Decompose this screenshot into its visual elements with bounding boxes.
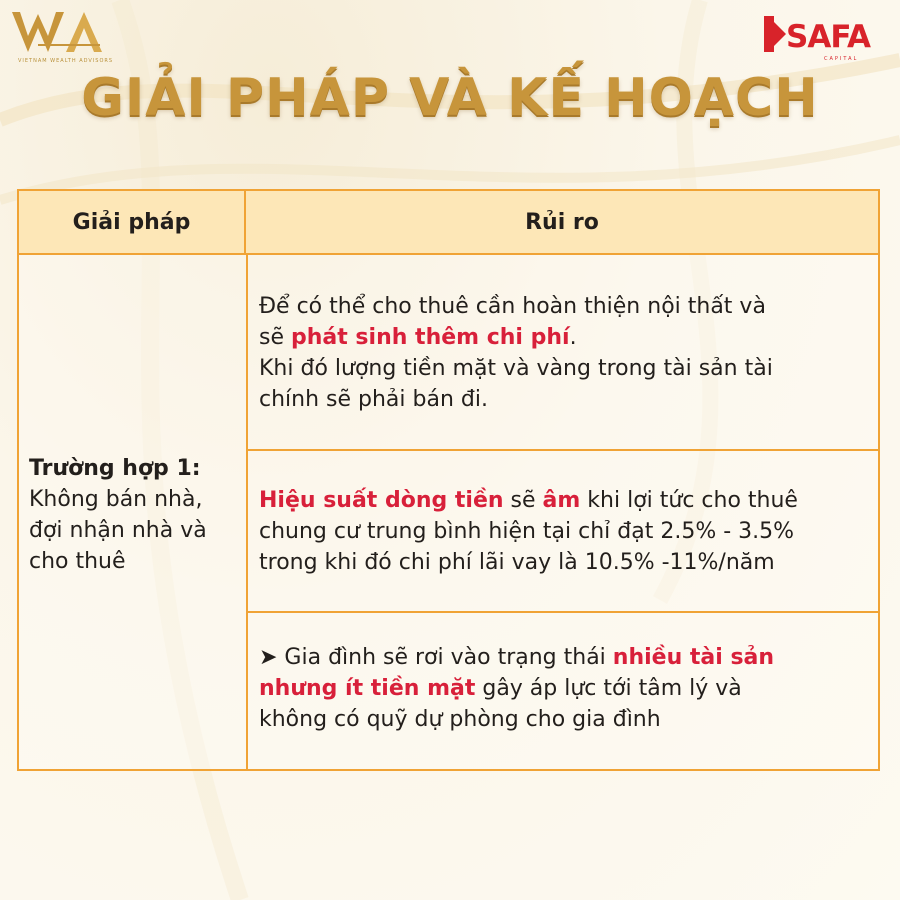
case-label: Trường hợp 1:: [29, 456, 201, 481]
risk-3-highlight-2: nhưng ít tiền mặt: [259, 676, 476, 701]
risk-1-line-1: Để có thể cho thuê cần hoàn thiện nội thất và: [259, 294, 766, 319]
risk-2-line-3: trong khi đó chi phí lãi vay là 10.5% -11%/năm: [259, 550, 775, 575]
safa-logo-mark-icon: [760, 14, 786, 54]
wva-logo-text: VIETNAM WEALTH ADVISORS: [18, 58, 114, 64]
row-divider-2: [248, 611, 878, 613]
safa-logo: [760, 12, 880, 62]
risk-2-line-2: chung cư trung bình hiện tại chỉ đạt 2.5% - 3.5%: [259, 519, 795, 544]
wva-logo-mark-icon: [8, 8, 110, 56]
risk-1-line-4: chính sẽ phải bán đi.: [259, 387, 488, 412]
risk-table: [17, 189, 880, 771]
safa-logo-text: SAFA: [786, 19, 870, 55]
risk-cell-1: [259, 291, 871, 415]
risk-3-line-3: không có quỹ dự phòng cho gia đình: [259, 707, 661, 732]
risk-3-highlight-1: nhiều tài sản: [612, 645, 775, 670]
column-divider: [246, 255, 248, 769]
page-title: GIẢI PHÁP VÀ KẾ HOẠCH: [81, 68, 819, 128]
risk-3-line-2: nhưng ít tiền mặt gây áp lực tới tâm lý và: [259, 676, 742, 701]
risk-2-highlight-1: Hiệu suất dòng tiền: [259, 488, 504, 513]
risk-2-line-1: Hiệu suất dòng tiền sẽ âm khi lợi tức cho thuê: [259, 488, 798, 513]
risk-1-highlight: phát sinh thêm chi phí: [291, 325, 570, 350]
risk-3-line-1: ➤ Gia đình sẽ rơi vào trạng thái nhiều tài sản: [259, 645, 775, 670]
wva-logo: [8, 8, 114, 66]
header-risk: Rủi ro: [246, 191, 878, 255]
safa-logo-subtext: CAPITAL: [824, 56, 859, 62]
risk-1-line-3: Khi đó lượng tiền mặt và vàng trong tài sản tài: [259, 356, 773, 381]
row-divider-1: [248, 449, 878, 451]
header-solution: Giải pháp: [19, 191, 246, 255]
case-description: Không bán nhà, đợi nhận nhà và cho thuê: [29, 487, 207, 574]
risk-1-line-2: sẽ phát sinh thêm chi phí.: [259, 325, 577, 350]
solution-case-cell: [29, 453, 241, 577]
arrow-icon: ➤: [259, 645, 278, 670]
risk-cell-3: [259, 642, 871, 735]
risk-cell-2: [259, 485, 871, 578]
risk-2-highlight-2: âm: [542, 488, 581, 513]
